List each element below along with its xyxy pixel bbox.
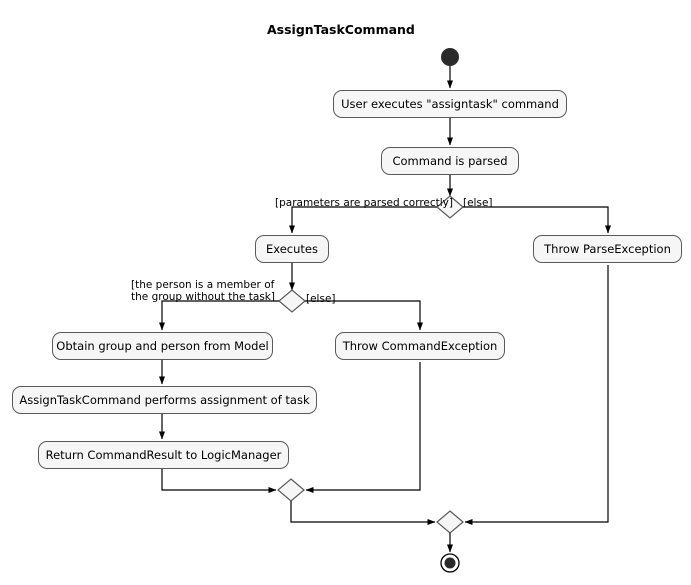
activity-node-return-command-result[interactable]: Return CommandResult to LogicManager [38,441,289,469]
start-node [441,48,459,66]
activity-node-obtain-group-person[interactable]: Obtain group and person from Model [52,332,273,360]
end-node-core [445,558,456,569]
merge-outer [437,511,463,533]
merge-inner [278,479,304,501]
decision-membership [279,290,305,312]
activity-node-user-executes[interactable]: User executes "assigntask" command [333,90,567,118]
activity-node-performs-assignment[interactable]: AssignTaskCommand performs assignment of task [12,386,317,414]
guard-member-line2: the group without the task] [131,291,275,303]
diagram-title: AssignTaskCommand [267,22,415,37]
guard-else-membership: [else] [306,293,336,305]
guard-member-line1: [the person is a member of [131,279,275,291]
guard-parameters-parsed-correctly: [parameters are parsed correctly] [275,197,453,209]
activity-node-throw-parse-exception[interactable]: Throw ParseException [533,235,682,263]
activity-node-throw-command-exception[interactable]: Throw CommandException [335,332,505,360]
activity-node-command-parsed[interactable]: Command is parsed [381,147,519,175]
activity-node-executes[interactable]: Executes [255,235,329,263]
guard-else-parse: [else] [463,197,493,209]
